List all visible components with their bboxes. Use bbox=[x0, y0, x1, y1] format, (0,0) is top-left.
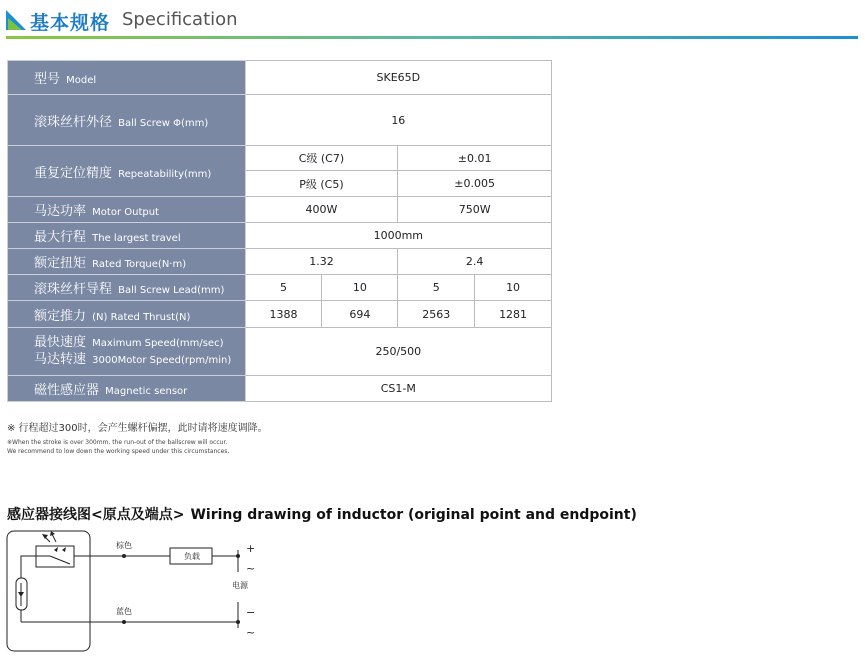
row-label-speed: 最快速度 Maximum Speed(mm/sec) 马达转速 3000Motor Speed(rpm/min) bbox=[8, 328, 246, 376]
table-row bbox=[8, 223, 552, 249]
wiring-title-en: Wiring drawing of inductor (original point and endpoint) bbox=[190, 507, 637, 523]
row-label-ball-screw: 滚珠丝杆外径 Ball Screw Φ(mm) bbox=[8, 95, 246, 146]
table-row bbox=[8, 275, 552, 301]
lead-value: 5 bbox=[398, 275, 475, 301]
table-row bbox=[8, 197, 552, 223]
thrust-value: 2563 bbox=[398, 301, 475, 328]
row-label-thrust: 额定推力 (N) Rated Thrust(N) bbox=[8, 301, 246, 328]
tilde-bottom: ~ bbox=[246, 626, 256, 639]
table-row bbox=[8, 376, 552, 402]
note-en-line-2: We recommend to low down the working speed under this circumstances. bbox=[7, 448, 230, 455]
table-row bbox=[8, 328, 552, 376]
row-label-lead: 滚珠丝杆导程 Ball Screw Lead(mm) bbox=[8, 275, 246, 301]
motor-value-1: 400W bbox=[245, 197, 398, 223]
p-grade-value: ±0.005 bbox=[398, 171, 552, 197]
note-en bbox=[7, 438, 268, 456]
wiring-title-cn: 感应器接线图<原点及端点> bbox=[7, 507, 185, 523]
spec-table bbox=[7, 60, 552, 402]
table-row bbox=[8, 146, 552, 171]
header-title-cn: 基本规格 bbox=[30, 12, 111, 34]
sensor-value: CS1-M bbox=[245, 376, 551, 402]
c-grade-value: ±0.01 bbox=[398, 146, 552, 171]
torque-value-2: 2.4 bbox=[398, 249, 552, 275]
sensor-housing bbox=[7, 531, 90, 651]
reed-switch-icon bbox=[36, 531, 74, 567]
travel-value: 1000mm bbox=[245, 223, 551, 249]
section-header bbox=[6, 8, 858, 34]
ball-screw-value: 16 bbox=[245, 95, 551, 146]
lead-value: 5 bbox=[245, 275, 322, 301]
row-label-sensor: 磁性感应器 Magnetic sensor bbox=[8, 376, 246, 402]
lead-value: 10 bbox=[475, 275, 552, 301]
wiring-diagram bbox=[6, 528, 276, 656]
speed-value: 250/500 bbox=[245, 328, 551, 376]
load-label: 负载 bbox=[184, 552, 200, 561]
notes bbox=[7, 419, 268, 456]
table-row bbox=[8, 95, 552, 146]
table-row bbox=[8, 249, 552, 275]
thrust-value: 1388 bbox=[245, 301, 322, 328]
thrust-value: 694 bbox=[322, 301, 398, 328]
row-label-model: 型号 Model bbox=[8, 61, 246, 95]
note-cn: ※ 行程超过300时，会产生螺杆偏摆，此时请将速度调降。 bbox=[7, 423, 268, 434]
c-grade: C级 (C7) bbox=[245, 146, 398, 171]
torque-value-1: 1.32 bbox=[245, 249, 398, 275]
row-label-repeatability: 重复定位精度 Repeatability(mm) bbox=[8, 146, 246, 197]
p-grade: P级 (C5) bbox=[245, 171, 398, 197]
motor-value-2: 750W bbox=[398, 197, 552, 223]
model-value: SKE65D bbox=[245, 61, 551, 95]
minus-sign: − bbox=[246, 606, 256, 619]
header-divider bbox=[6, 36, 858, 39]
brown-label: 棕色 bbox=[116, 541, 132, 550]
header-accent-icon bbox=[8, 18, 22, 30]
power-label: 电源 bbox=[232, 581, 248, 590]
thrust-value: 1281 bbox=[475, 301, 552, 328]
wiring-title bbox=[7, 504, 637, 524]
row-label-motor: 马达功率 Motor Output bbox=[8, 197, 246, 223]
row-label-travel: 最大行程 The largest travel bbox=[8, 223, 246, 249]
blue-label: 蓝色 bbox=[116, 607, 132, 616]
note-en-line-1: ※When the stroke is over 300mm, the run-out of the ballscrew will occur. bbox=[7, 439, 228, 446]
row-label-torque: 额定扭矩 Rated Torque(N·m) bbox=[8, 249, 246, 275]
lead-value: 10 bbox=[322, 275, 398, 301]
plus-sign: + bbox=[246, 542, 256, 555]
table-row bbox=[8, 301, 552, 328]
tilde-top: ~ bbox=[246, 562, 256, 575]
header-title-en: Specification bbox=[122, 9, 238, 30]
table-row bbox=[8, 61, 552, 95]
led-indicator-icon bbox=[16, 578, 27, 610]
